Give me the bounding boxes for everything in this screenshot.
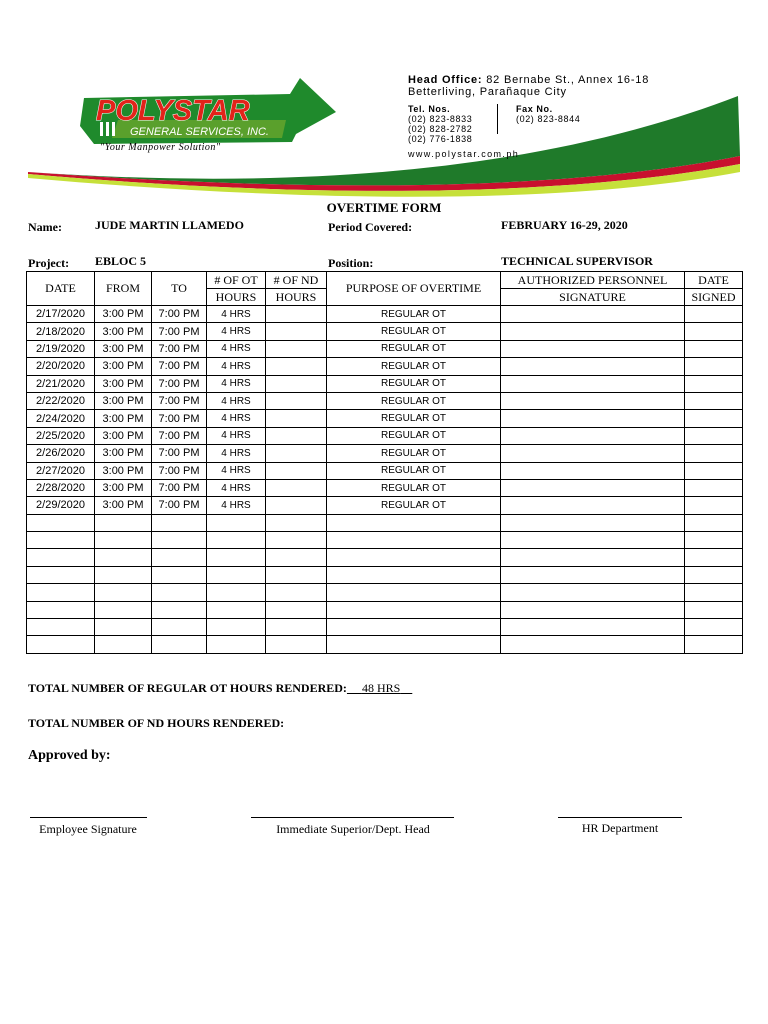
cell-from: 3:00 PM	[95, 462, 152, 479]
cell-date: 2/21/2020	[27, 375, 95, 392]
cell-from	[95, 619, 152, 636]
tel-number-3: (02) 776-1838	[408, 134, 473, 144]
overtime-table	[26, 271, 743, 654]
cell-ot: 4 HRS	[207, 497, 266, 514]
cell-purpose: REGULAR OT	[327, 462, 501, 479]
cell-ot: 4 HRS	[207, 445, 266, 462]
cell-purpose: REGULAR OT	[327, 427, 501, 444]
cell-to	[152, 514, 207, 531]
cell-purpose: REGULAR OT	[327, 392, 501, 409]
period-value: FEBRUARY 16-29, 2020	[501, 218, 628, 232]
cell-signed	[685, 619, 743, 636]
table-row	[27, 427, 743, 444]
hr-signature-line	[558, 817, 682, 818]
cell-nd	[266, 306, 327, 323]
cell-from: 3:00 PM	[95, 445, 152, 462]
cell-date: 2/27/2020	[27, 462, 95, 479]
name-value: JUDE MARTIN LLAMEDO	[95, 218, 244, 232]
cell-from	[95, 636, 152, 653]
cell-purpose	[327, 601, 501, 618]
cell-signature	[501, 514, 685, 531]
cell-date: 2/19/2020	[27, 340, 95, 357]
company-tagline: "Your Manpower Solution"	[100, 142, 221, 153]
table-header-row	[27, 272, 743, 289]
cell-ot: 4 HRS	[207, 306, 266, 323]
cell-nd	[266, 601, 327, 618]
cell-nd	[266, 636, 327, 653]
cell-to: 7:00 PM	[152, 306, 207, 323]
cell-ot: 4 HRS	[207, 427, 266, 444]
tel-number-1: (02) 823-8833	[408, 114, 473, 124]
company-logo-sub: GENERAL SERVICES, INC.	[130, 126, 269, 138]
cell-signature	[501, 584, 685, 601]
table-row	[27, 410, 743, 427]
cell-from	[95, 549, 152, 566]
col-header-nd: # OF ND	[266, 272, 327, 289]
cell-to: 7:00 PM	[152, 427, 207, 444]
approved-by-label: Approved by:	[28, 748, 111, 763]
cell-signed	[685, 514, 743, 531]
cell-from: 3:00 PM	[95, 358, 152, 375]
cell-signature	[501, 636, 685, 653]
superior-signature-line	[251, 817, 454, 818]
table-row	[27, 549, 743, 566]
col-header-ot-hours: HOURS	[207, 289, 266, 306]
cell-signed	[685, 340, 743, 357]
cell-date	[27, 532, 95, 549]
cell-from	[95, 584, 152, 601]
fax-block	[516, 104, 580, 124]
cell-to	[152, 584, 207, 601]
cell-signature	[501, 497, 685, 514]
cell-date: 2/17/2020	[27, 306, 95, 323]
cell-to	[152, 636, 207, 653]
cell-signed	[685, 306, 743, 323]
cell-from	[95, 566, 152, 583]
cell-date	[27, 619, 95, 636]
cell-ot	[207, 549, 266, 566]
cell-signed	[685, 375, 743, 392]
cell-purpose: REGULAR OT	[327, 306, 501, 323]
cell-signature	[501, 323, 685, 340]
cell-signed	[685, 323, 743, 340]
cell-nd	[266, 566, 327, 583]
tel-number-2: (02) 828-2782	[408, 124, 473, 134]
cell-signed	[685, 532, 743, 549]
table-row	[27, 514, 743, 531]
table-row	[27, 358, 743, 375]
letterhead-graphic	[0, 60, 768, 200]
cell-signature	[501, 462, 685, 479]
cell-date	[27, 636, 95, 653]
cell-ot: 4 HRS	[207, 323, 266, 340]
cell-signed	[685, 584, 743, 601]
cell-to: 7:00 PM	[152, 479, 207, 496]
cell-ot	[207, 532, 266, 549]
cell-from: 3:00 PM	[95, 323, 152, 340]
contact-divider	[497, 104, 498, 134]
cell-purpose: REGULAR OT	[327, 479, 501, 496]
cell-from	[95, 532, 152, 549]
cell-signature	[501, 306, 685, 323]
cell-purpose: REGULAR OT	[327, 497, 501, 514]
cell-signature	[501, 445, 685, 462]
cell-purpose	[327, 566, 501, 583]
table-row	[27, 479, 743, 496]
head-office-address-1: 82 Bernabe St., Annex 16-18	[486, 74, 650, 86]
cell-nd	[266, 479, 327, 496]
tel-label: Tel. Nos.	[408, 104, 451, 114]
cell-nd	[266, 323, 327, 340]
cell-signed	[685, 358, 743, 375]
table-row	[27, 445, 743, 462]
cell-date	[27, 549, 95, 566]
cell-signed	[685, 392, 743, 409]
col-header-signed: SIGNED	[685, 289, 743, 306]
name-label: Name:	[28, 220, 62, 234]
cell-date	[27, 601, 95, 618]
cell-nd	[266, 549, 327, 566]
total-nd-hours-label: TOTAL NUMBER OF ND HOURS RENDERED:	[28, 716, 285, 730]
cell-from: 3:00 PM	[95, 392, 152, 409]
cell-ot: 4 HRS	[207, 479, 266, 496]
cell-ot: 4 HRS	[207, 375, 266, 392]
cell-signed	[685, 410, 743, 427]
cell-nd	[266, 427, 327, 444]
cell-from	[95, 514, 152, 531]
cell-to: 7:00 PM	[152, 445, 207, 462]
cell-purpose: REGULAR OT	[327, 340, 501, 357]
cell-from: 3:00 PM	[95, 306, 152, 323]
cell-to	[152, 566, 207, 583]
cell-from: 3:00 PM	[95, 479, 152, 496]
cell-purpose: REGULAR OT	[327, 358, 501, 375]
col-header-date-signed: DATE	[685, 272, 743, 289]
cell-signature	[501, 427, 685, 444]
period-label: Period Covered:	[328, 220, 413, 234]
cell-purpose	[327, 619, 501, 636]
cell-purpose	[327, 514, 501, 531]
cell-signature	[501, 566, 685, 583]
cell-signature	[501, 410, 685, 427]
cell-ot	[207, 636, 266, 653]
cell-date	[27, 566, 95, 583]
cell-from: 3:00 PM	[95, 497, 152, 514]
cell-date: 2/18/2020	[27, 323, 95, 340]
cell-from: 3:00 PM	[95, 427, 152, 444]
cell-nd	[266, 497, 327, 514]
cell-signature	[501, 358, 685, 375]
cell-nd	[266, 462, 327, 479]
table-row	[27, 532, 743, 549]
cell-ot	[207, 514, 266, 531]
cell-purpose	[327, 532, 501, 549]
cell-purpose: REGULAR OT	[327, 375, 501, 392]
cell-from: 3:00 PM	[95, 375, 152, 392]
cell-to	[152, 532, 207, 549]
fax-number: (02) 823-8844	[516, 114, 581, 124]
cell-signed	[685, 427, 743, 444]
cell-nd	[266, 392, 327, 409]
cell-ot: 4 HRS	[207, 358, 266, 375]
head-office-block	[408, 74, 649, 98]
table-row	[27, 375, 743, 392]
cell-signed	[685, 601, 743, 618]
project-label: Project:	[28, 256, 70, 270]
cell-purpose: REGULAR OT	[327, 445, 501, 462]
cell-signature	[501, 532, 685, 549]
cell-date: 2/25/2020	[27, 427, 95, 444]
cell-ot	[207, 601, 266, 618]
cell-to: 7:00 PM	[152, 462, 207, 479]
cell-from	[95, 601, 152, 618]
cell-date: 2/26/2020	[27, 445, 95, 462]
cell-ot	[207, 566, 266, 583]
total-regular-ot	[28, 681, 412, 696]
cell-from: 3:00 PM	[95, 410, 152, 427]
col-header-date: DATE	[27, 272, 95, 306]
table-row	[27, 497, 743, 514]
cell-signature	[501, 619, 685, 636]
col-header-nd-hours: HOURS	[266, 289, 327, 306]
cell-nd	[266, 619, 327, 636]
cell-date	[27, 514, 95, 531]
col-header-ot: # OF OT	[207, 272, 266, 289]
table-row	[27, 323, 743, 340]
cell-from: 3:00 PM	[95, 340, 152, 357]
cell-signature	[501, 549, 685, 566]
cell-signature	[501, 375, 685, 392]
cell-date: 2/29/2020	[27, 497, 95, 514]
cell-to: 7:00 PM	[152, 392, 207, 409]
cell-ot: 4 HRS	[207, 462, 266, 479]
table-row	[27, 619, 743, 636]
cell-purpose: REGULAR OT	[327, 323, 501, 340]
cell-ot	[207, 584, 266, 601]
cell-nd	[266, 532, 327, 549]
cell-signature	[501, 479, 685, 496]
cell-signature	[501, 340, 685, 357]
table-row	[27, 392, 743, 409]
table-row	[27, 340, 743, 357]
table-row	[27, 584, 743, 601]
cell-signed	[685, 549, 743, 566]
cell-to: 7:00 PM	[152, 358, 207, 375]
company-website: www.polystar.com.ph	[408, 149, 520, 159]
table-row	[27, 462, 743, 479]
cell-date: 2/24/2020	[27, 410, 95, 427]
cell-purpose	[327, 584, 501, 601]
cell-nd	[266, 445, 327, 462]
head-office-label: Head Office:	[408, 74, 483, 86]
tel-block	[408, 104, 472, 144]
fax-label: Fax No.	[516, 104, 553, 114]
table-row	[27, 636, 743, 653]
cell-signature	[501, 392, 685, 409]
total-regular-ot-value: 48 HRS	[361, 681, 401, 695]
cell-signed	[685, 497, 743, 514]
cell-signed	[685, 636, 743, 653]
company-logo-name: POLYSTAR	[96, 95, 250, 127]
cell-to: 7:00 PM	[152, 323, 207, 340]
cell-ot: 4 HRS	[207, 392, 266, 409]
cell-date: 2/22/2020	[27, 392, 95, 409]
employee-signature-label: Employee Signature	[39, 822, 137, 836]
table-row	[27, 601, 743, 618]
cell-date: 2/28/2020	[27, 479, 95, 496]
hr-department-label: HR Department	[581, 821, 659, 835]
cell-ot	[207, 619, 266, 636]
cell-to: 7:00 PM	[152, 340, 207, 357]
cell-purpose	[327, 549, 501, 566]
col-header-auth-signature: SIGNATURE	[501, 289, 685, 306]
employee-signature-line	[30, 817, 147, 818]
cell-signed	[685, 462, 743, 479]
cell-to: 7:00 PM	[152, 497, 207, 514]
project-value: EBLOC 5	[95, 254, 147, 268]
cell-to	[152, 619, 207, 636]
col-header-purpose: PURPOSE OF OVERTIME	[327, 272, 501, 306]
cell-to: 7:00 PM	[152, 410, 207, 427]
cell-to: 7:00 PM	[152, 375, 207, 392]
cell-nd	[266, 410, 327, 427]
position-label: Position:	[328, 256, 374, 270]
form-title: OVERTIME FORM	[326, 200, 442, 215]
cell-nd	[266, 375, 327, 392]
cell-nd	[266, 584, 327, 601]
cell-signed	[685, 445, 743, 462]
col-header-from: FROM	[95, 272, 152, 306]
cell-signed	[685, 566, 743, 583]
cell-to	[152, 549, 207, 566]
table-row	[27, 566, 743, 583]
cell-to	[152, 601, 207, 618]
cell-nd	[266, 340, 327, 357]
cell-signed	[685, 479, 743, 496]
col-header-auth: AUTHORIZED PERSONNEL	[501, 272, 685, 289]
cell-ot: 4 HRS	[207, 340, 266, 357]
total-regular-ot-label: TOTAL NUMBER OF REGULAR OT HOURS RENDERED:	[28, 681, 347, 695]
cell-ot: 4 HRS	[207, 410, 266, 427]
col-header-to: TO	[152, 272, 207, 306]
cell-purpose: REGULAR OT	[327, 410, 501, 427]
cell-purpose	[327, 636, 501, 653]
cell-signature	[501, 601, 685, 618]
cell-nd	[266, 358, 327, 375]
immediate-superior-label: Immediate Superior/Dept. Head	[276, 822, 430, 836]
cell-date: 2/20/2020	[27, 358, 95, 375]
cell-date	[27, 584, 95, 601]
head-office-address-2: Betterliving, Parañaque City	[408, 86, 567, 98]
table-row	[27, 306, 743, 323]
cell-nd	[266, 514, 327, 531]
position-value: TECHNICAL SUPERVISOR	[501, 254, 653, 268]
